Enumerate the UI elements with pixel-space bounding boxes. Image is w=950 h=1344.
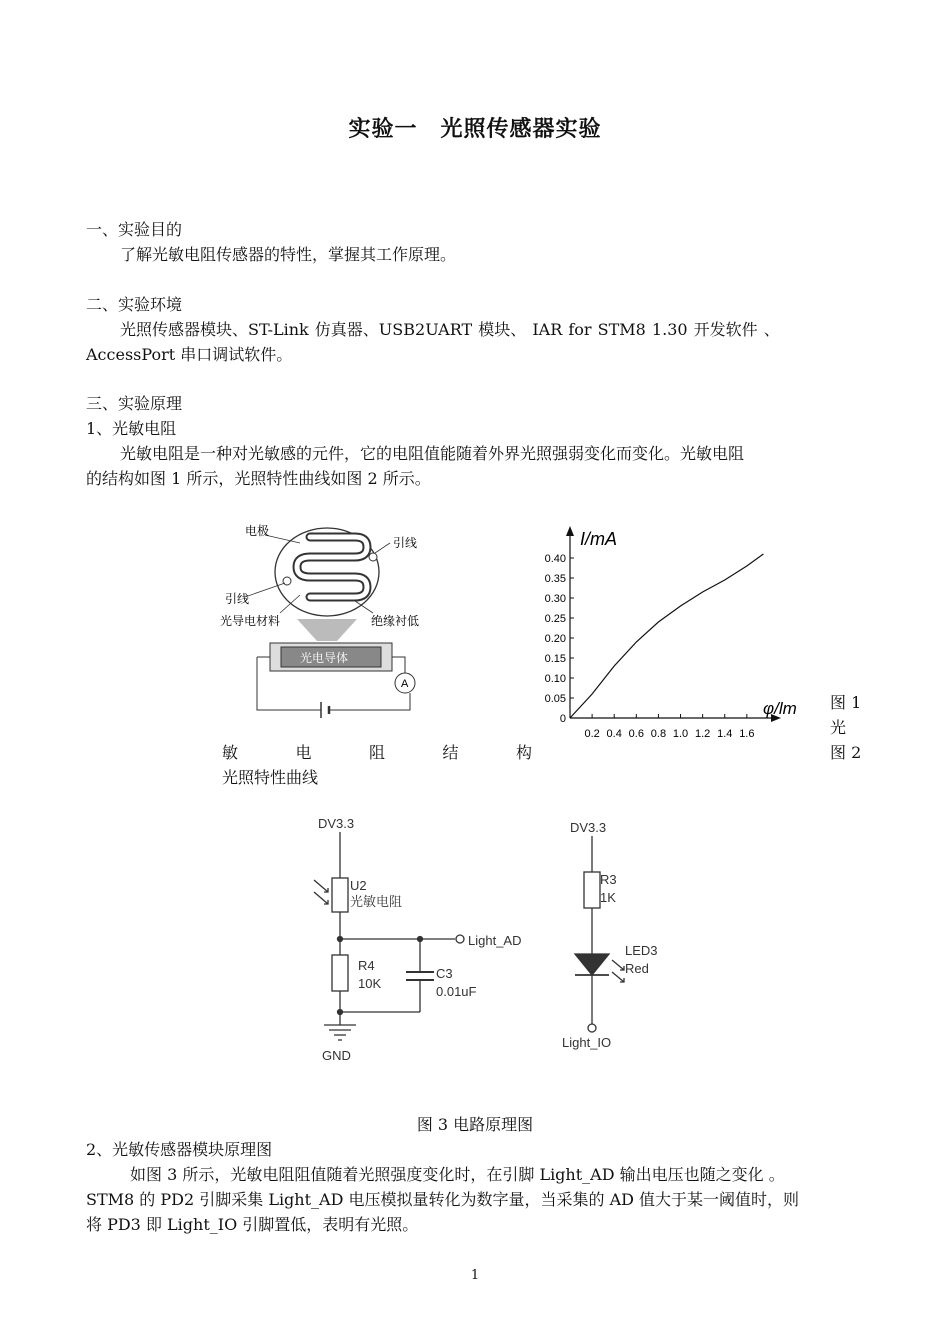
u2-label: U2 bbox=[350, 878, 367, 893]
page-title: 实验一 光照传感器实验 bbox=[348, 116, 602, 142]
y-tick-label: 0.05 bbox=[544, 693, 566, 705]
x-tick-label: 0.8 bbox=[650, 728, 667, 740]
x-tick-label: 1.4 bbox=[717, 728, 733, 740]
section-1-body: 了解光敏电阻传感器的特性，掌握其工作原理。 bbox=[120, 245, 457, 264]
x-tick-label: 1.0 bbox=[672, 728, 689, 740]
led3-label: LED3 bbox=[625, 943, 658, 958]
label-lead-left: 引线 bbox=[225, 592, 250, 606]
y-tick-label: 0.40 bbox=[544, 553, 566, 565]
gnd-label: GND bbox=[322, 1048, 351, 1063]
y-tick-label: 0.10 bbox=[544, 673, 566, 685]
c3-label: C3 bbox=[436, 966, 453, 981]
para-2-line-1: 如图 3 所示，光敏电阻阻值随着光照强度变化时，在引脚 Light_AD 输出电压也随之变化 。 bbox=[130, 1165, 785, 1184]
r3-label: R3 bbox=[600, 872, 617, 887]
caption-char: 构 bbox=[515, 743, 532, 762]
y-axis-label: I/mA bbox=[580, 529, 618, 549]
r4-value-label: 10K bbox=[358, 976, 382, 991]
x-tick-label: 0.6 bbox=[628, 728, 644, 740]
section-3-heading: 三、实验原理 bbox=[86, 394, 183, 413]
caption-char: 结 bbox=[442, 743, 459, 762]
y-tick-label: 0.30 bbox=[544, 593, 566, 605]
u2-name-label: 光敏电阻 bbox=[350, 894, 403, 909]
illumination-characteristic-chart bbox=[525, 520, 825, 745]
section-1-heading: 一、实验目的 bbox=[86, 220, 183, 239]
section-2-heading: 二、实验环境 bbox=[86, 295, 183, 314]
r3-value-label: 1K bbox=[600, 890, 616, 905]
right-vcc-label: DV3.3 bbox=[570, 820, 607, 835]
c3-value-label: 0.01uF bbox=[436, 984, 477, 999]
caption-char: 敏 bbox=[222, 743, 239, 762]
para-1-line-1: 光敏电阻是一种对光敏感的元件，它的电阻值能随着外界光照强弱变化而变化。光敏电阻 bbox=[120, 444, 745, 463]
section-2-line-1: 光照传感器模块、ST-Link 仿真器、USB2UART 模块、 IAR for STM8 1.30 开发软件 、 bbox=[120, 320, 780, 339]
label-substrate: 绝缘衬低 bbox=[371, 614, 420, 628]
led-color-label: Red bbox=[625, 961, 649, 976]
x-tick-label: 1.2 bbox=[694, 728, 711, 740]
label-conductor: 光电导体 bbox=[300, 651, 349, 665]
fig1-caption-b: 光 bbox=[830, 718, 847, 737]
subsection-1-heading: 1、光敏电阻 bbox=[86, 419, 177, 438]
x-tick-label: 1.6 bbox=[739, 728, 755, 740]
subsection-2-heading: 2、光敏传感器模块原理图 bbox=[86, 1140, 273, 1159]
fig2-caption-a: 图 2 bbox=[830, 743, 862, 762]
label-electrode: 电极 bbox=[245, 524, 270, 538]
y-tick-label: 0 bbox=[559, 713, 566, 725]
light-ad-label: Light_AD bbox=[468, 933, 522, 948]
light-io-label: Light_IO bbox=[562, 1035, 612, 1050]
para-2-line-2: STM8 的 PD2 引脚采集 Light_AD 电压模拟量转化为数字量，当采集的 AD 值大于某一阈值时，则 bbox=[86, 1190, 800, 1209]
r4-label: R4 bbox=[358, 958, 375, 973]
y-tick-label: 0.20 bbox=[544, 633, 566, 645]
circuit-schematic bbox=[300, 810, 680, 1065]
section-2-line-2: AccessPort 串口调试软件。 bbox=[86, 345, 293, 364]
x-tick-label: 0.4 bbox=[606, 728, 622, 740]
left-vcc-label: DV3.3 bbox=[318, 816, 355, 831]
y-tick-label: 0.25 bbox=[544, 613, 566, 625]
photoresistor-structure-figure bbox=[215, 515, 440, 720]
caption-char: 阻 bbox=[368, 743, 385, 762]
para-2-line-3: 将 PD3 即 Light_IO 引脚置低，表明有光照。 bbox=[86, 1215, 419, 1234]
para-1-line-2: 的结构如图 1 所示，光照特性曲线如图 2 所示。 bbox=[86, 469, 431, 488]
x-axis-label: φ/lm bbox=[763, 699, 797, 718]
series-line bbox=[570, 554, 763, 718]
y-axis-arrow bbox=[566, 526, 574, 536]
fig2-caption-b: 光照特性曲线 bbox=[222, 768, 319, 787]
page-number: 1 bbox=[470, 1268, 480, 1283]
label-material: 光导电材料 bbox=[220, 614, 281, 628]
fig1-caption-a: 图 1 bbox=[830, 693, 862, 712]
y-tick-label: 0.35 bbox=[544, 573, 566, 585]
fig1-caption-spread bbox=[222, 740, 532, 765]
label-lead-top: 引线 bbox=[393, 536, 418, 550]
fig3-caption: 图 3 电路原理图 bbox=[416, 1115, 534, 1134]
y-tick-label: 0.15 bbox=[544, 653, 566, 665]
caption-char: 电 bbox=[295, 743, 312, 762]
ammeter-icon: A bbox=[401, 678, 409, 690]
x-tick-label: 0.2 bbox=[584, 728, 600, 740]
